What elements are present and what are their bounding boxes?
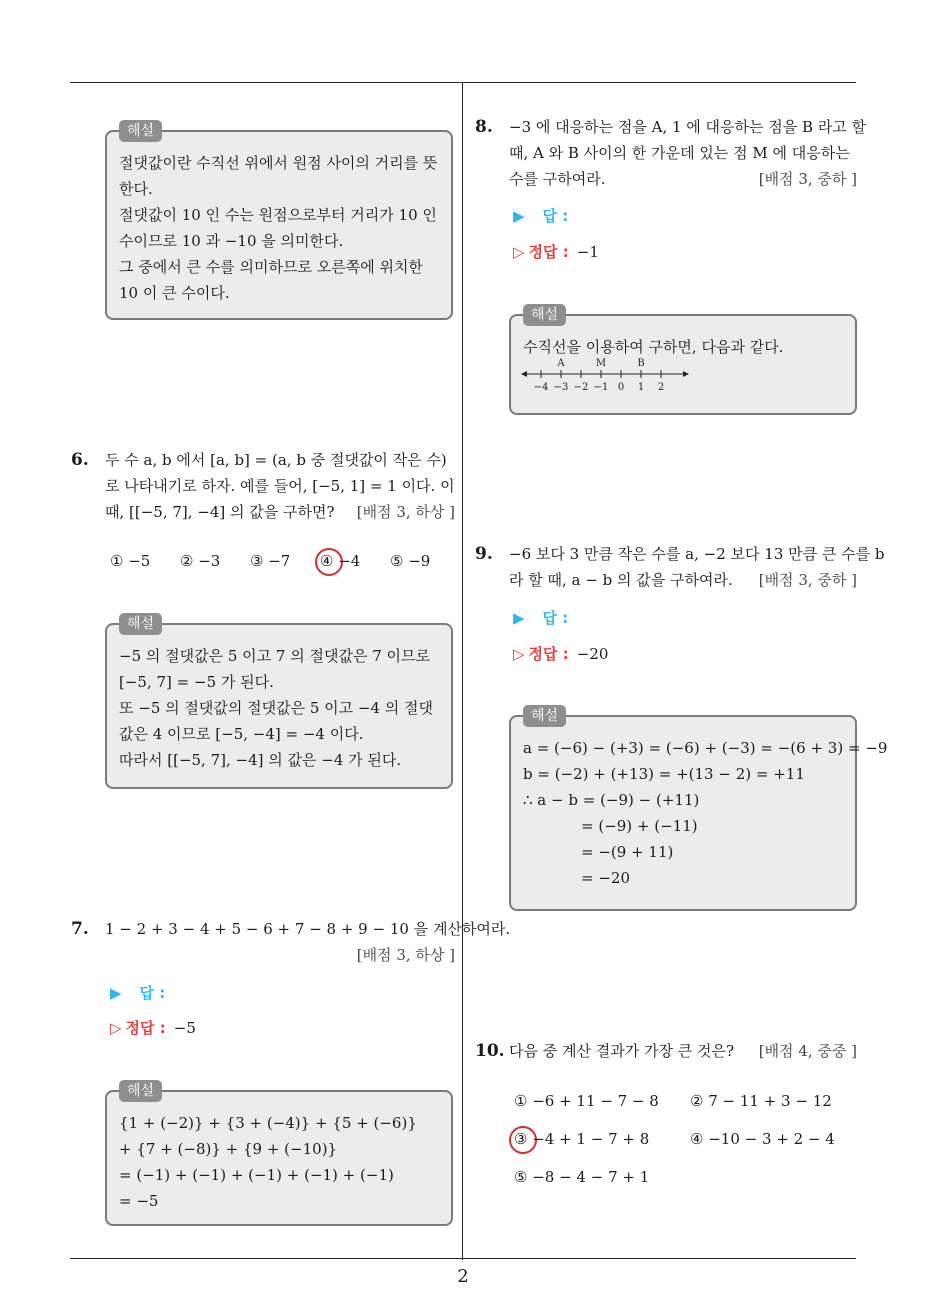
solution-tag: 해설 (119, 1080, 162, 1102)
outline-triangle-icon: ▷ (110, 1019, 122, 1037)
score-label: [배점 3, 중하 ] (758, 170, 857, 188)
tick-label: −2 (573, 382, 589, 393)
answer-field[interactable] (513, 205, 568, 226)
question-number: 7. (71, 919, 89, 939)
answer-label: 답 : (139, 984, 166, 1002)
q5-solution-box (105, 123, 453, 320)
play-triangle-icon: ▶ (110, 984, 122, 1002)
page-number: 2 (457, 1266, 469, 1287)
score-label: [배점 4, 중중 ] (758, 1042, 857, 1060)
question-number: 10. (475, 1041, 505, 1061)
choice-5[interactable]: ⑤ −9 (390, 552, 431, 570)
solution-line: 값은 4 이므로 [−5, −4] = −4 이다. (119, 725, 364, 743)
outline-triangle-icon: ▷ (513, 645, 525, 663)
score-label: [배점 3, 하상 ] (356, 946, 455, 964)
question-7 (71, 916, 511, 968)
solution-line: 절댓값이란 수직선 위에서 원점 사이의 거리를 뜻 (119, 154, 438, 172)
tick-label: 1 (637, 382, 645, 393)
solution-tag: 해설 (523, 304, 566, 326)
correct-label: 정답 : (528, 645, 569, 663)
solution-line: = −5 (119, 1192, 159, 1210)
question-text: 다음 중 계산 결과가 가장 큰 것은? [배점 4, 중중 ] (509, 1038, 857, 1064)
tick-label: −4 (533, 382, 549, 393)
q9-solution-box (509, 708, 888, 911)
question-number: 8. (475, 117, 493, 137)
solution-line: 또 −5 의 절댓값의 절댓값은 5 이고 −4 의 절댓 (119, 699, 434, 717)
solution-line: = (−9) + (−11) (581, 817, 698, 835)
choice-3[interactable]: ③ −4 + 1 − 7 + 8 (514, 1130, 650, 1148)
question-8 (475, 114, 867, 192)
solution-line: 수직선을 이용하여 구하면, 다음과 같다. (523, 338, 784, 356)
solution-line: 절댓값이 10 인 수는 원점으로부터 거리가 10 인 (119, 206, 437, 224)
solution-tag: 해설 (119, 613, 162, 635)
solution-tag: 해설 (119, 120, 162, 142)
correct-label: 정답 : (125, 1019, 166, 1037)
choice-3[interactable]: ③ −7 (250, 552, 291, 570)
solution-line: 10 이 큰 수이다. (119, 284, 230, 302)
bottom-rule (70, 1258, 856, 1259)
play-triangle-icon: ▶ (513, 609, 525, 627)
choice-1[interactable]: ① −6 + 11 − 7 − 8 (514, 1092, 659, 1110)
solution-line: −5 의 절댓값은 5 이고 7 의 절댓값은 7 이므로 (119, 647, 431, 665)
solution-line: a = (−6) − (+3) = (−6) + (−3) = −(6 + 3) = −9 (523, 739, 888, 757)
answer-label: 답 : (542, 207, 569, 225)
correct-value: −20 (576, 645, 609, 663)
answer-field[interactable] (513, 607, 568, 628)
choice-4[interactable]: ④ −10 − 3 + 2 − 4 (690, 1130, 835, 1148)
correct-label: 정답 : (528, 243, 569, 261)
question-text: 1 − 2 + 3 − 4 + 5 − 6 + 7 − 8 + 9 − 10 을 계산하여라. (105, 920, 511, 938)
solution-line: = (−1) + (−1) + (−1) + (−1) + (−1) (119, 1166, 394, 1184)
q7-solution-box (105, 1083, 453, 1226)
play-triangle-icon: ▶ (513, 207, 525, 225)
q6-solution-box (105, 616, 453, 789)
number-line-diagram (519, 356, 699, 402)
question-text: 때, [[−5, 7], −4] 의 값을 구하면? [배점 3, 하상 ] (105, 499, 455, 525)
correct-value: −5 (173, 1019, 196, 1037)
top-rule (70, 82, 856, 83)
score-label: [배점 3, 중하 ] (758, 571, 857, 589)
answer-label: 답 : (542, 609, 569, 627)
question-number: 9. (475, 544, 493, 564)
left-arrow-icon (521, 371, 527, 377)
column-divider (462, 82, 463, 1260)
question-number: 6. (71, 450, 89, 470)
question-10 (475, 1038, 857, 1064)
solution-line: 수이므로 10 과 −10 을 의미한다. (119, 232, 344, 250)
choice-2[interactable]: ② 7 − 11 + 3 − 12 (690, 1092, 832, 1110)
solution-line: = −20 (581, 869, 630, 887)
question-text: 로 나타내기로 하자. 예를 들어, [−5, 1] = 1 이다. 이 (105, 477, 455, 495)
solution-line: [−5, 7] = −5 가 된다. (119, 673, 274, 691)
correct-answer (513, 241, 599, 262)
solution-tag: 해설 (523, 705, 566, 727)
question-text: 라 할 때, a − b 의 값을 구하여라. [배점 3, 중하 ] (509, 567, 857, 593)
point-label-b: B (637, 358, 645, 369)
tick-label: −3 (553, 382, 569, 393)
correct-value: −1 (576, 243, 599, 261)
tick-label: −1 (593, 382, 609, 393)
solution-line: 한다. (119, 180, 153, 198)
solution-line: 그 중에서 큰 수를 의미하므로 오른쪽에 위치한 (119, 258, 423, 276)
score-label: [배점 3, 하상 ] (356, 503, 455, 521)
solution-line: b = (−2) + (+13) = +(13 − 2) = +11 (523, 765, 805, 783)
point-label-m: M (595, 358, 607, 369)
question-text: −3 에 대응하는 점을 A, 1 에 대응하는 점을 B 라고 할 (509, 118, 867, 136)
solution-line: ∴ a − b = (−9) − (+11) (523, 791, 700, 809)
tick-label: 2 (657, 382, 665, 393)
question-text: 두 수 a, b 에서 [a, b] = (a, b 중 절댓값이 작은 수) (105, 451, 447, 469)
correct-answer (513, 643, 608, 664)
tick-label: 0 (617, 382, 625, 393)
answer-field[interactable] (110, 982, 165, 1003)
correct-answer (110, 1017, 196, 1038)
question-text: 수를 구하여라. [배점 3, 중하 ] (509, 166, 857, 192)
solution-line: = −(9 + 11) (581, 843, 674, 861)
q8-solution-box (509, 307, 857, 415)
question-6 (71, 447, 455, 525)
question-9 (475, 541, 885, 593)
solution-line: 따라서 [[−5, 7], −4] 의 값은 −4 가 된다. (119, 751, 402, 769)
outline-triangle-icon: ▷ (513, 243, 525, 261)
question-text: 때, A 와 B 사이의 한 가운데 있는 점 M 에 대응하는 (509, 144, 850, 162)
choice-5[interactable]: ⑤ −8 − 4 − 7 + 1 (514, 1168, 650, 1186)
point-label-a: A (557, 358, 565, 369)
solution-line: {1 + (−2)} + {3 + (−4)} + {5 + (−6)} (119, 1114, 417, 1132)
question-text: −6 보다 3 만큼 작은 수를 a, −2 보다 13 만큼 큰 수를 b (509, 545, 885, 563)
solution-line: + {7 + (−8)} + {9 + (−10)} (119, 1140, 338, 1158)
choice-1[interactable]: ① −5 (110, 552, 151, 570)
choice-4[interactable]: ④ −4 (320, 552, 361, 570)
right-arrow-icon (683, 371, 689, 377)
choice-2[interactable]: ② −3 (180, 552, 221, 570)
